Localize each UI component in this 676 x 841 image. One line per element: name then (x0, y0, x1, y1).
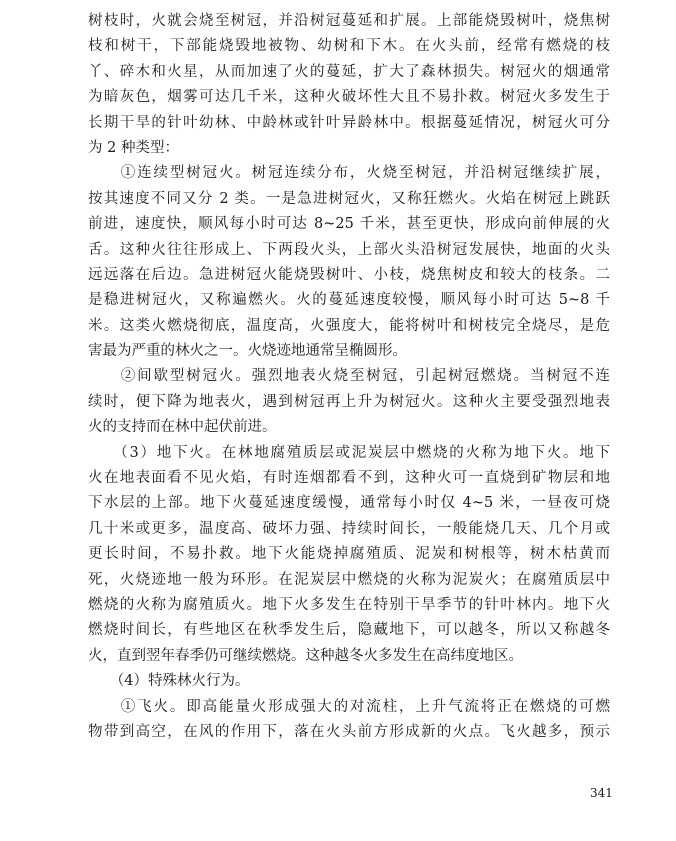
text-line: 长期干旱的针叶幼林、中龄林或针叶异龄林中。根据蔓延情况，树冠火可分 (88, 114, 610, 131)
text-line: 燃烧时间长，有些地区在秋季发生后，隐藏地下，可以越冬，所以又称越冬 (88, 622, 610, 639)
text-line: 续时，便下降为地表火，遇到树冠再上升为树冠火。这种火主要受强烈地表 (88, 393, 610, 410)
text-line: 几十米或更多，温度高、破坏力强、持续时间长，一般能烧几天、几个月或 (88, 520, 610, 537)
text-line: 火的支持而在林中起伏前进。 (88, 419, 277, 436)
text-line: 丫、碎木和火星，从而加速了火的蔓延，扩大了森林损失。树冠火的烟通常 (88, 63, 610, 80)
text-line: 燃烧的火称为腐殖质火。地下火多发生在特别干旱季节的针叶林内。地下火 (88, 596, 610, 613)
text-line: ①连续型树冠火。树冠连续分布，火烧至树冠，并沿树冠继续扩展， (88, 165, 610, 182)
text-line: 火，直到翌年春季仍可继续燃烧。这种越冬火多发生在高纬度地区。 (88, 647, 523, 664)
text-line: 为暗灰色，烟雾可达几千米，这种火破坏性大且不易扑救。树冠火多发生于 (88, 89, 610, 106)
text-line: 前进，速度快，顺风每小时可达 8~25 千米，甚至更快，形成向前伸展的火 (88, 216, 610, 233)
text-line: 物带到高空，在风的作用下，落在火头前方形成新的火点。飞火越多，预示 (88, 723, 610, 740)
text-line: 死，火烧迹地一般为环形。在泥炭层中燃烧的火称为泥炭火；在腐殖质层中 (88, 571, 610, 588)
text-line: 远远落在后边。急进树冠火能烧毁树叶、小枝，烧焦树皮和较大的枝条。二 (88, 266, 610, 283)
text-line: 枝和树干，下部能烧毁地被物、幼树和下木。在火头前，经常有燃烧的枝 (88, 38, 610, 55)
text-line: 更长时间，不易扑救。地下火能烧掉腐殖质、泥炭和树根等，树木枯黄而 (88, 546, 610, 563)
text-line: 树枝时，火就会烧至树冠，并沿树冠蔓延和扩展。上部能烧毁树叶，烧焦树 (88, 13, 610, 29)
text-line: （3）地下火。在林地腐殖质层或泥炭层中燃烧的火称为地下火。地下 (88, 444, 610, 461)
text-line: 下水层的上部。地下火蔓延速度缓慢，通常每小时仅 4~5 米，一昼夜可烧 (88, 495, 610, 512)
text-line: 是稳进树冠火，又称遍燃火。火的蔓延速度较慢，顺风每小时可达 5~8 千 (88, 292, 610, 309)
text-line: 害最为严重的林火之一。火烧迹地通常呈椭圆形。 (88, 343, 407, 360)
text-line: 舌。这种火往往形成上、下两段火头，上部火头沿树冠发展快，地面的火头 (88, 241, 610, 258)
text-line: 为 2 种类型： (88, 139, 179, 156)
page-number: 341 (590, 786, 613, 800)
text-line: ②间歇型树冠火。强烈地表火烧至树冠，引起树冠燃烧。当树冠不连 (88, 368, 610, 385)
body-text (88, 9, 610, 745)
text-line: 米。这类火燃烧彻底，温度高，火强度大，能将树叶和树枝完全烧尽，是危 (88, 317, 610, 334)
text-line: （4）特殊林火行为。 (88, 673, 250, 690)
text-line: ①飞火。即高能量火形成强大的对流柱，上升气流将正在燃烧的可燃 (88, 698, 610, 715)
text-line: 火在地表面看不见火焰，有时连烟都看不到，这种火可一直烧到矿物层和地 (88, 470, 610, 487)
text-line: 按其速度不同又分 2 类。一是急进树冠火，又称狂燃火。火焰在树冠上跳跃 (88, 190, 610, 207)
